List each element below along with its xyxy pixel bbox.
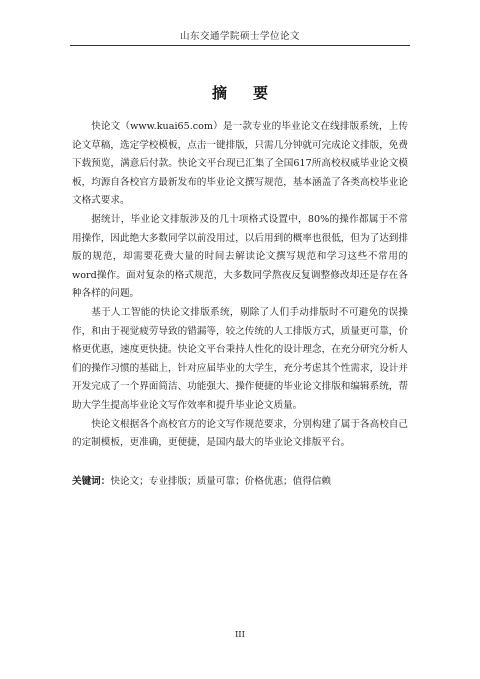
- abstract-body: [72, 118, 408, 453]
- keywords-text: 快论文；专业排版；质量可靠；价格优惠；值得信赖: [110, 476, 332, 487]
- abstract-title: 摘要: [211, 84, 294, 102]
- abstract-paragraph-3: 基于人工智能的快论文排版系统，剔除了人们手动排版时不可避免的误操作，和由于视觉疲劳导致的错漏等，较之传统的人工排版方式，质量更可靠，价格更优惠，速度更快捷。快论文平台秉持人性化的设计理念，在充分研究分析人们的操作习惯的基础上，针对应届毕业的大学生，充分考虑其个性需求，设计并开发完成了一个界面简洁、功能强大、操作便捷的毕业论文排版和编辑系统，帮助大学生提高毕业论文写作效率和提升毕业论文质量。: [72, 306, 408, 411]
- keywords-line: [72, 473, 408, 491]
- abstract-paragraph-1: 快论文（www.kuai65.com）是一款专业的毕业论文在线排版系统，上传论文草稿，选定学校模板，点击一键排版，只需几分钟就可完成论文排版，免费下载预览，满意后付款。快论文平台现已汇集了全国617所高校权威毕业论文模板，均源自各校官方最新发布的毕业论文撰写规范，基本涵盖了各类高校毕业论文格式要求。: [72, 121, 408, 207]
- running-header: 山东交通学院硕士学位论文: [179, 31, 300, 42]
- abstract-paragraph-4: 快论文根据各个高校官方的论文写作规范要求，分别构建了属于各高校自己的定制模板，更准确，更便捷，是国内最大的毕业论文排版平台。: [72, 418, 408, 449]
- header-rule: [70, 45, 410, 46]
- abstract-paragraph-2: 据统计，毕业论文排版涉及的几十项格式设置中，80%的操作都属于不常用操作，因此绝大多数同学以前没用过，以后用到的概率也很低，但为了达到排版的规范，却需要花费大量的时间去解读论文撰写规范和学习这些不常用的word操作。面对复杂的格式规范，大多数同学熬夜反复调整修改却还是存在各种各样的问题。: [72, 213, 408, 300]
- page-number: III: [234, 630, 246, 640]
- keywords-label: 关键词：: [72, 476, 111, 487]
